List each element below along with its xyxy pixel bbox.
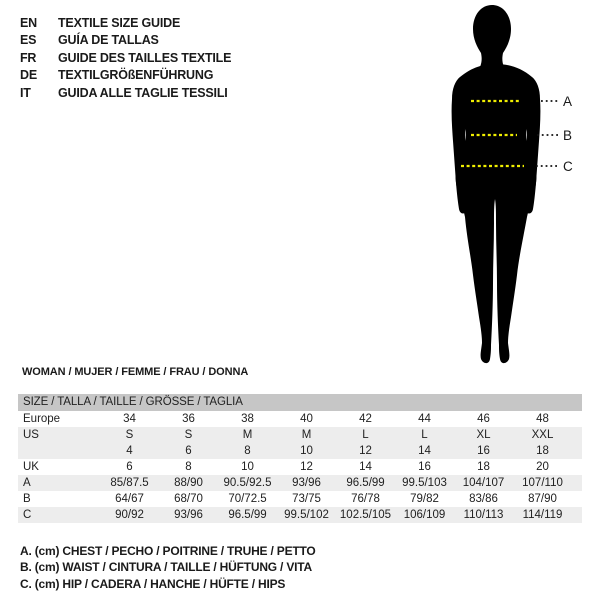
lang-label: GUIDA ALLE TAGLIE TESSILI — [58, 85, 228, 100]
size-cell: 90/92 — [115, 509, 144, 521]
size-cell: 93/96 — [174, 509, 203, 521]
lang-row-it — [20, 84, 231, 102]
measurement-legend — [20, 544, 316, 593]
size-cell: M — [301, 429, 312, 441]
legend-chest: A. (cm) CHEST / PECHO / POITRINE / TRUHE / PETTO — [20, 544, 316, 558]
size-cell: 36 — [182, 413, 195, 425]
woman-silhouette-diagram — [415, 3, 590, 365]
size-cell: 76/78 — [351, 493, 380, 505]
size-cell: 85/87.5 — [110, 477, 149, 489]
size-cell: L — [421, 429, 428, 441]
size-row-chest-a — [18, 475, 582, 491]
row-label: Europe — [23, 413, 61, 425]
woman-silhouette — [452, 5, 541, 363]
size-cell: 79/82 — [410, 493, 439, 505]
lang-code: ES — [20, 33, 37, 48]
size-cell: L — [362, 429, 369, 441]
hip-label-c: C — [563, 159, 573, 174]
legend-hip: C. (cm) HIP / CADERA / HANCHE / HÜFTE / HIPS — [20, 576, 286, 591]
size-cell: 14 — [359, 461, 372, 473]
size-row-europe — [18, 411, 582, 427]
lang-label: TEXTILGRÖßENFÜHRUNG — [58, 68, 214, 83]
measurement-figure — [415, 3, 590, 365]
size-cell: 70/72.5 — [228, 493, 267, 505]
size-cell: M — [242, 429, 253, 441]
size-cell: S — [125, 429, 134, 441]
size-cell: 6 — [185, 445, 192, 457]
size-cell: 93/96 — [292, 477, 321, 489]
row-label: A — [23, 477, 31, 489]
size-cell: 87/90 — [528, 493, 557, 505]
lang-label: GUIDE DES TAILLES TEXTILE — [58, 50, 232, 65]
row-label: UK — [23, 461, 39, 473]
size-table — [18, 394, 582, 523]
size-row-hip-c — [18, 507, 582, 523]
chest-label-a: A — [563, 94, 573, 109]
size-cell: 18 — [477, 461, 490, 473]
size-cell: 106/109 — [403, 509, 446, 521]
lang-label: GUÍA DE TALLAS — [58, 33, 159, 48]
size-cell: 14 — [418, 445, 431, 457]
size-cell: 99.5/103 — [402, 477, 447, 489]
lang-row-es — [20, 32, 231, 50]
size-cell: 88/90 — [174, 477, 203, 489]
size-cell: 10 — [300, 445, 313, 457]
size-cell: 83/86 — [469, 493, 498, 505]
size-cell: 16 — [477, 445, 490, 457]
lang-row-fr — [20, 49, 231, 67]
size-table-header: SIZE / TALLA / TAILLE / GRÖSSE / TAGLIA — [18, 394, 582, 411]
size-row-uk — [18, 459, 582, 475]
size-cell: 110/113 — [463, 509, 504, 521]
size-row-us-letters — [18, 427, 582, 443]
size-cell: 96.5/99 — [228, 509, 267, 521]
language-list — [20, 14, 231, 102]
size-cell: 48 — [536, 413, 549, 425]
size-cell: 102.5/105 — [339, 509, 392, 521]
row-label: B — [23, 493, 31, 505]
size-cell: 12 — [359, 445, 372, 457]
size-row-waist-b — [18, 491, 582, 507]
size-cell: 20 — [536, 461, 549, 473]
lang-row-en — [20, 14, 231, 32]
size-cell: 104/107 — [462, 477, 505, 489]
lang-code: DE — [20, 68, 37, 83]
row-label: US — [23, 429, 39, 441]
lang-row-de — [20, 67, 231, 85]
size-cell: 73/75 — [292, 493, 321, 505]
lang-code: FR — [20, 50, 37, 65]
size-cell: 96.5/99 — [346, 477, 385, 489]
lang-label: TEXTILE SIZE GUIDE — [58, 15, 181, 30]
section-title-woman: WOMAN / MUJER / FEMME / FRAU / DONNA — [22, 366, 249, 378]
size-cell: 16 — [418, 461, 431, 473]
size-cell: 18 — [536, 445, 549, 457]
size-cell: XL — [476, 429, 491, 441]
size-cell: XXL — [531, 429, 554, 441]
size-cell: 114/119 — [522, 509, 563, 521]
size-cell: 4 — [126, 445, 133, 457]
size-cell: 90.5/92.5 — [223, 477, 272, 489]
silhouette-head — [473, 5, 511, 67]
size-cell: 8 — [185, 461, 192, 473]
size-row-us-numbers — [18, 443, 582, 459]
silhouette-body — [456, 64, 537, 363]
size-cell: 107/110 — [522, 477, 563, 489]
size-cell: 38 — [241, 413, 254, 425]
size-cell: 44 — [418, 413, 431, 425]
size-cell: 68/70 — [174, 493, 203, 505]
lang-code: IT — [20, 85, 31, 100]
lang-code: EN — [20, 15, 37, 30]
legend-waist: B. (cm) WAIST / CINTURA / TAILLE / HÜFTUNG / VITA — [20, 560, 312, 575]
row-label: C — [23, 509, 32, 521]
size-cell: S — [184, 429, 193, 441]
size-cell: 40 — [300, 413, 313, 425]
size-cell: 8 — [244, 445, 251, 457]
size-cell: 10 — [241, 461, 254, 473]
size-cell: 46 — [477, 413, 490, 425]
size-cell: 99.5/102 — [284, 509, 329, 521]
size-cell: 6 — [126, 461, 133, 473]
size-cell: 64/67 — [115, 493, 144, 505]
size-cell: 42 — [359, 413, 372, 425]
waist-label-b: B — [563, 128, 573, 143]
size-cell: 12 — [300, 461, 313, 473]
size-cell: 34 — [123, 413, 136, 425]
